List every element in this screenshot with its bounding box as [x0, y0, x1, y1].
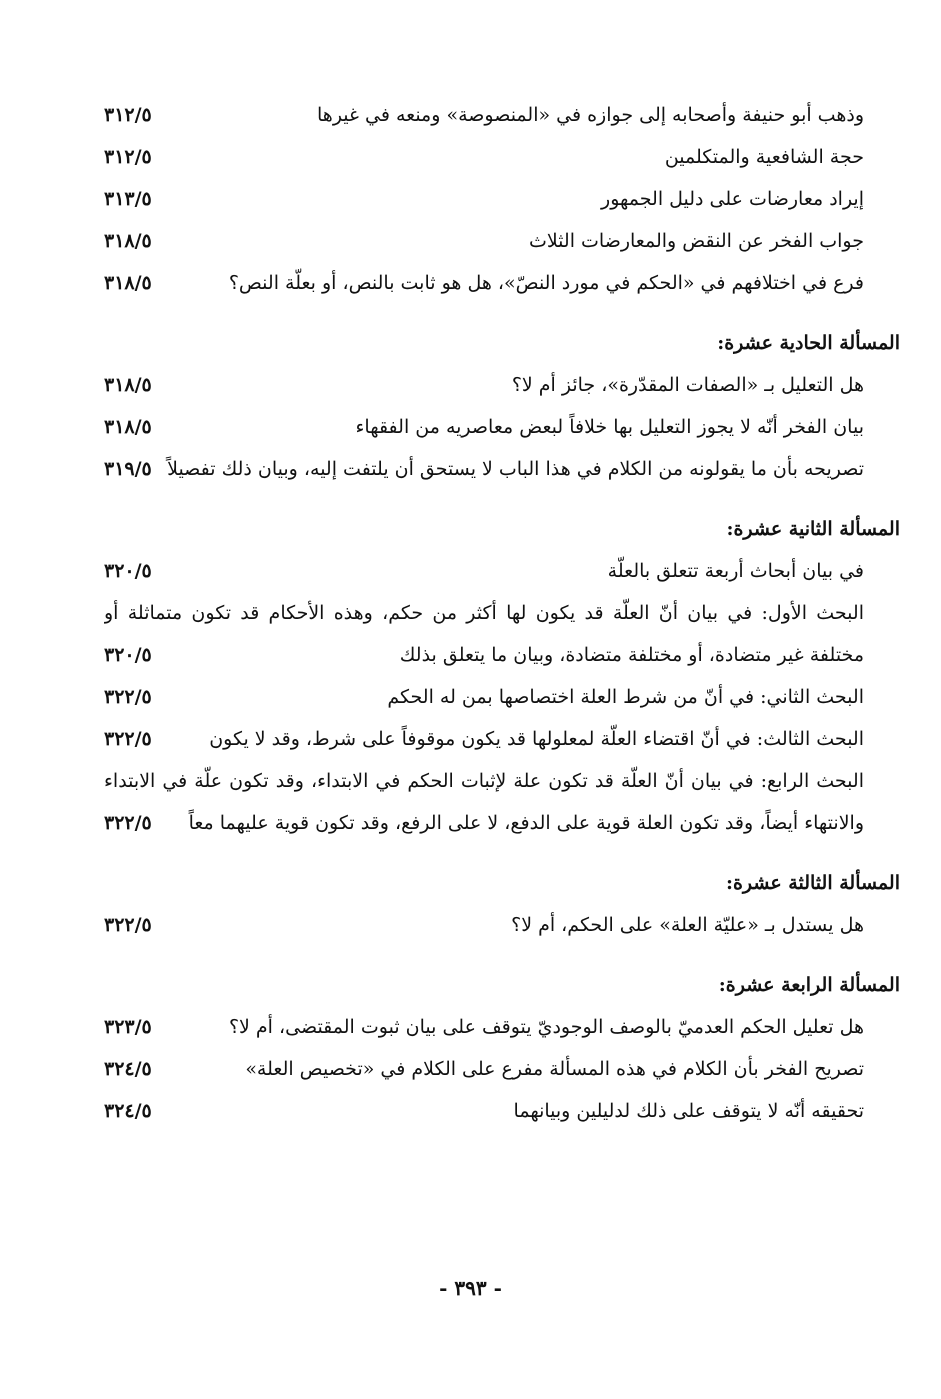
entry-reference: ٣١٨/٥: [104, 416, 152, 438]
entry-text: البحث الأول: في بيان أنّ العلّة قد يكون لها أكثر من حكم، وهذه الأحكام قد تكون متماثلة أو مختلفة غير متضادة، أو مختلفة متضادة، وبيان ما يتعلق بذلك: [104, 602, 864, 666]
entry-text: تصريحه بأن ما يقولونه من الكلام في هذا الباب لا يستحق أن يلتفت إليه، وبيان ذلك تفصيلاً: [167, 458, 864, 480]
entry-text: فرع في اختلافهم في «الحكم في مورد النصّ»، هل هو ثابت بالنص، أو بعلّة النص؟: [228, 272, 864, 294]
entry-reference: ٣١٢/٥: [104, 146, 152, 168]
entry-reference: ٣٢٢/٥: [104, 914, 152, 936]
index-entry: [104, 592, 864, 676]
entry-text: جواب الفخر عن النقض والمعارضات الثلاث: [528, 230, 864, 252]
section-heading: المسألة الحادية عشرة:: [717, 332, 900, 354]
index-section: [104, 322, 900, 490]
entry-reference: ٣٢٣/٥: [104, 1016, 152, 1038]
entry-text: البحث الثالث: في أنّ اقتضاء العلّة لمعلولها قد يكون موقوفاً على شرط، وقد لا يكون: [209, 728, 864, 750]
index-entry: [104, 178, 864, 220]
entry-reference: ٣١٢/٥: [104, 104, 152, 126]
index-entry: [104, 1090, 864, 1132]
entry-text: هل تعليل الحكم العدميّ بالوصف الوجوديّ يتوقف على بيان ثبوت المقتضى، أم لا؟: [228, 1016, 864, 1038]
index-section: [104, 94, 864, 304]
index-entry: [104, 718, 864, 760]
entry-text: بيان الفخر أنّه لا يجوز التعليل بها خلافاً لبعض معاصريه من الفقهاء: [355, 416, 864, 438]
entry-text: حجة الشافعية والمتكلمين: [664, 146, 864, 168]
entry-text: وذهب أبو حنيفة وأصحابه إلى جوازه في «المنصوصة» ومنعه في غيرها: [317, 104, 864, 126]
entry-reference: ٣١٨/٥: [104, 374, 152, 396]
section-heading: المسألة الرابعة عشرة:: [718, 974, 900, 996]
page-number: - ٣٩٣ -: [439, 1276, 502, 1300]
section-heading: المسألة الثالثة عشرة:: [725, 872, 900, 894]
entry-text: هل يستدل بـ «عليّة العلة» على الحكم، أم لا؟: [511, 914, 864, 936]
section-heading: المسألة الثانية عشرة:: [726, 518, 900, 540]
entry-reference: ٣٢٠/٥: [104, 560, 152, 582]
index-entry: [104, 220, 864, 262]
entry-reference: ٣٢٢/٥: [104, 812, 152, 834]
index-entry: [104, 676, 864, 718]
index-entry: [104, 1048, 864, 1090]
index-section: [104, 508, 900, 844]
index-section: [104, 862, 900, 946]
index-entry: [104, 262, 864, 304]
entry-text: هل التعليل بـ «الصفات المقدّرة»، جائز أم لا؟: [511, 374, 864, 396]
index-entry: [104, 364, 864, 406]
index-entry: [104, 1006, 864, 1048]
entry-reference: ٣٢٤/٥: [104, 1100, 152, 1122]
index-entry: [104, 94, 864, 136]
index-content: [104, 94, 900, 1132]
index-section: [104, 964, 900, 1132]
index-entry: [104, 904, 864, 946]
entry-text: في بيان أبحاث أربعة تتعلق بالعلّة: [607, 560, 864, 582]
entry-reference: ٣١٩/٥: [104, 458, 152, 480]
entry-text: إيراد معارضات على دليل الجمهور: [601, 188, 864, 210]
index-entry: [104, 406, 864, 448]
entry-text: البحث الرابع: في بيان أنّ العلّة قد تكون علة لإثبات الحكم في الابتداء، وقد تكون علّة في الابتداء والانتهاء أيضاً، وقد تكون العلة قوية على الدفع، لا على الرفع، وقد تكون قوية عليهما معاً: [104, 770, 864, 834]
entry-reference: ٣١٨/٥: [104, 272, 152, 294]
index-entry: [104, 760, 864, 844]
entry-reference: ٣١٨/٥: [104, 230, 152, 252]
index-entry: [104, 550, 864, 592]
entry-reference: ٣٢٢/٥: [104, 728, 152, 750]
entry-text: تصريح الفخر بأن الكلام في هذه المسألة مفرع على الكلام في «تخصيص العلة»: [245, 1058, 864, 1080]
entry-text: البحث الثاني: في أنّ من شرط العلة اختصاصها بمن له الحكم: [387, 686, 864, 708]
entry-reference: ٣١٣/٥: [104, 188, 152, 210]
entry-reference: ٣٢٠/٥: [104, 644, 152, 666]
entry-reference: ٣٢٢/٥: [104, 686, 152, 708]
entry-reference: ٣٢٤/٥: [104, 1058, 152, 1080]
index-entry: [104, 136, 864, 178]
index-entry: [104, 448, 864, 490]
entry-text: تحقيقه أنّه لا يتوقف على ذلك لدليلين وبيانهما: [513, 1100, 864, 1122]
